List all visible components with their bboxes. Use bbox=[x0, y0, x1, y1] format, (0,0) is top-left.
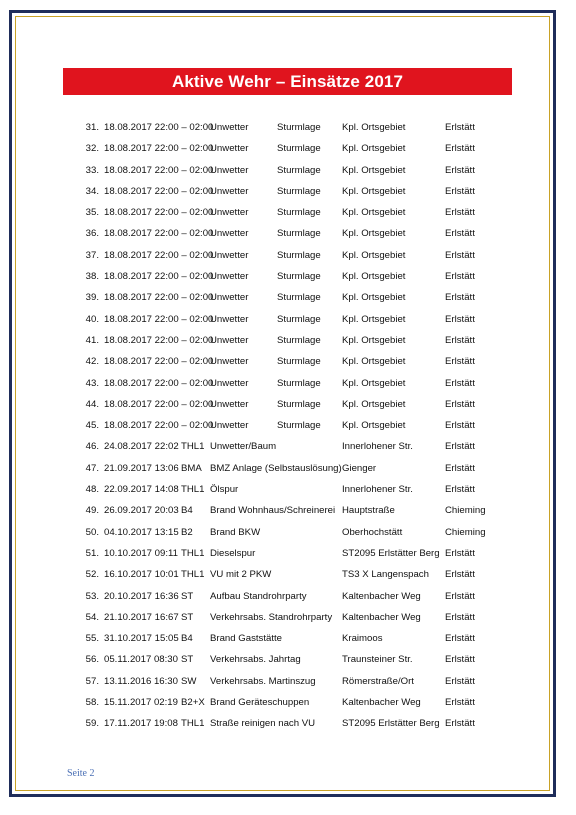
row-number: 38. bbox=[85, 271, 99, 283]
row-date: 18.08.2017 22:00 – 02:00 bbox=[104, 185, 214, 197]
row-date: 04.10.2017 13:15 bbox=[104, 526, 179, 538]
row-location: Kpl. Ortsgebiet bbox=[342, 207, 406, 219]
row-description: Unwetter bbox=[210, 398, 249, 410]
row-place: Erlstätt bbox=[445, 611, 475, 623]
row-number: 39. bbox=[85, 292, 99, 304]
row-number: 47. bbox=[85, 462, 99, 474]
row-number: 50. bbox=[85, 526, 99, 538]
row-location: Kpl. Ortsgebiet bbox=[342, 398, 406, 410]
list-item bbox=[0, 141, 576, 162]
row-number: 44. bbox=[85, 398, 99, 410]
row-code: ST bbox=[181, 654, 194, 666]
row-date: 18.08.2017 22:00 – 02:00 bbox=[104, 249, 214, 261]
row-number: 37. bbox=[85, 249, 99, 261]
list-item bbox=[0, 354, 576, 375]
row-code: THL1 bbox=[181, 569, 205, 581]
list-item bbox=[0, 567, 576, 588]
row-code: THL1 bbox=[181, 484, 205, 496]
row-description: Brand BKW bbox=[210, 526, 261, 538]
row-description: Verkehrsabs. Jahrtag bbox=[210, 654, 301, 666]
row-location: Kaltenbacher Weg bbox=[342, 611, 421, 623]
row-category: Sturmlage bbox=[277, 292, 321, 304]
row-number: 51. bbox=[85, 547, 99, 559]
row-number: 46. bbox=[85, 441, 99, 453]
row-number: 32. bbox=[85, 143, 99, 155]
row-date: 18.08.2017 22:00 – 02:00 bbox=[104, 313, 214, 325]
row-location: Kpl. Ortsgebiet bbox=[342, 271, 406, 283]
row-category: Sturmlage bbox=[277, 271, 321, 283]
row-code: BMA bbox=[181, 462, 202, 474]
list-item bbox=[0, 525, 576, 546]
row-place: Erlstätt bbox=[445, 420, 475, 432]
list-item bbox=[0, 695, 576, 716]
row-number: 40. bbox=[85, 313, 99, 325]
row-description: Ölspur bbox=[210, 484, 239, 496]
row-place: Chieming bbox=[445, 526, 486, 538]
row-category: Sturmlage bbox=[277, 356, 321, 368]
row-place: Erlstätt bbox=[445, 334, 475, 346]
row-number: 43. bbox=[85, 377, 99, 389]
row-date: 18.08.2017 22:00 – 02:00 bbox=[104, 228, 214, 240]
row-number: 33. bbox=[85, 164, 99, 176]
row-description: Unwetter bbox=[210, 228, 249, 240]
list-item bbox=[0, 461, 576, 482]
row-location: Kraimoos bbox=[342, 633, 383, 645]
row-description: Unwetter bbox=[210, 249, 249, 261]
row-category: Sturmlage bbox=[277, 185, 321, 197]
row-code: SW bbox=[181, 675, 197, 687]
row-date: 22.09.2017 14:08 bbox=[104, 484, 179, 496]
row-date: 18.08.2017 22:00 – 02:00 bbox=[104, 377, 214, 389]
row-place: Erlstätt bbox=[445, 271, 475, 283]
list-item bbox=[0, 269, 576, 290]
row-place: Erlstätt bbox=[445, 292, 475, 304]
row-date: 05.11.2017 08:30 bbox=[104, 654, 178, 666]
row-description: Unwetter bbox=[210, 271, 249, 283]
row-description: BMZ Anlage (Selbstauslösung) bbox=[210, 462, 342, 474]
row-place: Erlstätt bbox=[445, 633, 475, 645]
page-number: Seite 2 bbox=[67, 768, 95, 779]
row-code: B4 bbox=[181, 505, 193, 517]
row-number: 54. bbox=[85, 611, 99, 623]
row-date: 18.08.2017 22:00 – 02:00 bbox=[104, 271, 214, 283]
row-category: Sturmlage bbox=[277, 249, 321, 261]
row-date: 18.08.2017 22:00 – 02:00 bbox=[104, 207, 214, 219]
row-location: Kaltenbacher Weg bbox=[342, 590, 421, 602]
row-number: 57. bbox=[85, 675, 99, 687]
row-number: 35. bbox=[85, 207, 99, 219]
row-place: Erlstätt bbox=[445, 697, 475, 709]
list-item bbox=[0, 439, 576, 460]
page-title: Aktive Wehr – Einsätze 2017 bbox=[63, 68, 512, 95]
row-place: Erlstätt bbox=[445, 398, 475, 410]
row-place: Erlstätt bbox=[445, 547, 475, 559]
row-location: Traunsteiner Str. bbox=[342, 654, 413, 666]
row-number: 42. bbox=[85, 356, 99, 368]
list-item bbox=[0, 610, 576, 631]
list-item bbox=[0, 589, 576, 610]
list-item bbox=[0, 333, 576, 354]
row-location: Kpl. Ortsgebiet bbox=[342, 164, 406, 176]
row-category: Sturmlage bbox=[277, 420, 321, 432]
row-location: ST2095 Erlstätter Berg bbox=[342, 547, 440, 559]
row-location: Kpl. Ortsgebiet bbox=[342, 249, 406, 261]
row-number: 59. bbox=[85, 718, 99, 730]
row-location: Kpl. Ortsgebiet bbox=[342, 313, 406, 325]
row-description: VU mit 2 PKW bbox=[210, 569, 272, 581]
row-code: THL1 bbox=[181, 718, 205, 730]
row-location: Innerlohener Str. bbox=[342, 441, 413, 453]
row-place: Erlstätt bbox=[445, 377, 475, 389]
row-location: Kpl. Ortsgebiet bbox=[342, 334, 406, 346]
row-location: Kpl. Ortsgebiet bbox=[342, 122, 406, 133]
row-number: 53. bbox=[85, 590, 99, 602]
row-place: Erlstätt bbox=[445, 484, 475, 496]
row-number: 56. bbox=[85, 654, 99, 666]
row-description: Unwetter bbox=[210, 334, 249, 346]
row-location: Gienger bbox=[342, 462, 377, 474]
row-location: Kpl. Ortsgebiet bbox=[342, 228, 406, 240]
row-category: Sturmlage bbox=[277, 143, 321, 155]
row-category: Sturmlage bbox=[277, 228, 321, 240]
row-location: TS3 X Langenspach bbox=[342, 569, 429, 581]
row-date: 18.08.2017 22:00 – 02:00 bbox=[104, 143, 214, 155]
row-date: 16.10.2017 10:01 bbox=[104, 569, 179, 581]
row-place: Erlstätt bbox=[445, 356, 475, 368]
row-location: Hauptstraße bbox=[342, 505, 395, 517]
row-number: 49. bbox=[85, 505, 99, 517]
row-description: Unwetter bbox=[210, 143, 249, 155]
list-item bbox=[0, 205, 576, 226]
row-place: Erlstätt bbox=[445, 164, 475, 176]
row-description: Unwetter bbox=[210, 292, 249, 304]
row-description: Straße reinigen nach VU bbox=[210, 718, 316, 730]
row-location: Innerlohener Str. bbox=[342, 484, 413, 496]
row-number: 34. bbox=[85, 185, 99, 197]
list-item bbox=[0, 397, 576, 418]
row-location: Kpl. Ortsgebiet bbox=[342, 356, 406, 368]
row-code: ST bbox=[181, 590, 194, 602]
list-item bbox=[0, 184, 576, 205]
list-item bbox=[0, 418, 576, 439]
row-location: ST2095 Erlstätter Berg bbox=[342, 718, 440, 730]
row-description: Unwetter bbox=[210, 420, 249, 432]
list-item bbox=[0, 120, 576, 141]
row-place: Erlstätt bbox=[445, 654, 475, 666]
row-date: 17.11.2017 19:08 bbox=[104, 718, 178, 730]
row-location: Kpl. Ortsgebiet bbox=[342, 143, 406, 155]
row-place: Erlstätt bbox=[445, 718, 475, 730]
row-code: ST bbox=[181, 611, 194, 623]
row-date: 18.08.2017 22:00 – 02:00 bbox=[104, 122, 214, 133]
row-category: Sturmlage bbox=[277, 164, 321, 176]
row-date: 13.11.2016 16:30 bbox=[104, 675, 178, 687]
list-item bbox=[0, 226, 576, 247]
list-item bbox=[0, 674, 576, 695]
row-number: 36. bbox=[85, 228, 99, 240]
row-location: Kaltenbacher Weg bbox=[342, 697, 421, 709]
list-item bbox=[0, 163, 576, 184]
row-place: Erlstätt bbox=[445, 569, 475, 581]
row-place: Erlstätt bbox=[445, 313, 475, 325]
row-location: Kpl. Ortsgebiet bbox=[342, 292, 406, 304]
list-item bbox=[0, 546, 576, 567]
list-item bbox=[0, 482, 576, 503]
row-location: Römerstraße/Ort bbox=[342, 675, 414, 687]
list-item bbox=[0, 716, 576, 737]
row-place: Erlstätt bbox=[445, 675, 475, 687]
list-item bbox=[0, 376, 576, 397]
row-code: THL1 bbox=[181, 441, 205, 453]
row-number: 58. bbox=[85, 697, 99, 709]
row-category: Sturmlage bbox=[277, 122, 321, 133]
row-number: 48. bbox=[85, 484, 99, 496]
row-description: Verkehrsabs. Standrohrparty bbox=[210, 611, 333, 623]
row-description: Brand Gaststätte bbox=[210, 633, 282, 645]
row-place: Erlstätt bbox=[445, 185, 475, 197]
row-description: Unwetter bbox=[210, 313, 249, 325]
row-place: Erlstätt bbox=[445, 590, 475, 602]
row-date: 18.08.2017 22:00 – 02:00 bbox=[104, 356, 214, 368]
row-date: 10.10.2017 09:11 bbox=[104, 547, 178, 559]
row-category: Sturmlage bbox=[277, 313, 321, 325]
row-place: Erlstätt bbox=[445, 441, 475, 453]
row-description: Brand Wohnhaus/Schreinerei bbox=[210, 505, 336, 517]
row-location: Kpl. Ortsgebiet bbox=[342, 377, 406, 389]
row-description: Unwetter bbox=[210, 356, 249, 368]
row-description: Unwetter bbox=[210, 122, 249, 133]
mission-list bbox=[0, 120, 576, 738]
row-place: Erlstätt bbox=[445, 462, 475, 474]
list-item bbox=[0, 248, 576, 269]
row-description: Unwetter bbox=[210, 185, 249, 197]
row-date: 31.10.2017 15:05 bbox=[104, 633, 179, 645]
row-category: Sturmlage bbox=[277, 334, 321, 346]
list-item bbox=[0, 503, 576, 524]
row-location: Kpl. Ortsgebiet bbox=[342, 420, 406, 432]
row-category: Sturmlage bbox=[277, 398, 321, 410]
row-date: 18.08.2017 22:00 – 02:00 bbox=[104, 420, 214, 432]
row-date: 21.09.2017 13:06 bbox=[104, 462, 179, 474]
row-date: 26.09.2017 20:03 bbox=[104, 505, 179, 517]
row-place: Erlstätt bbox=[445, 207, 475, 219]
row-description: Dieselspur bbox=[210, 547, 256, 559]
row-description: Aufbau Standrohrparty bbox=[210, 590, 307, 602]
row-date: 18.08.2017 22:00 – 02:00 bbox=[104, 292, 214, 304]
row-description: Unwetter bbox=[210, 377, 249, 389]
row-place: Erlstätt bbox=[445, 143, 475, 155]
row-place: Erlstätt bbox=[445, 228, 475, 240]
list-item bbox=[0, 652, 576, 673]
row-place: Erlstätt bbox=[445, 122, 475, 133]
row-number: 41. bbox=[85, 334, 99, 346]
row-category: Sturmlage bbox=[277, 207, 321, 219]
row-description: Unwetter bbox=[210, 164, 249, 176]
row-date: 18.08.2017 22:00 – 02:00 bbox=[104, 164, 214, 176]
row-date: 15.11.2017 02:19 bbox=[104, 697, 178, 709]
list-item bbox=[0, 312, 576, 333]
row-place: Chieming bbox=[445, 505, 486, 517]
row-number: 55. bbox=[85, 633, 99, 645]
row-description: Brand Geräteschuppen bbox=[210, 697, 310, 709]
row-code: B4 bbox=[181, 633, 193, 645]
row-date: 18.08.2017 22:00 – 02:00 bbox=[104, 334, 214, 346]
row-description: Unwetter bbox=[210, 207, 249, 219]
row-description: Unwetter/Baum bbox=[210, 441, 277, 453]
row-code: B2 bbox=[181, 526, 193, 538]
row-number: 31. bbox=[85, 122, 99, 133]
row-description: Verkehrsabs. Martinszug bbox=[210, 675, 316, 687]
row-category: Sturmlage bbox=[277, 377, 321, 389]
row-date: 24.08.2017 22:02 bbox=[104, 441, 179, 453]
row-place: Erlstätt bbox=[445, 249, 475, 261]
row-date: 18.08.2017 22:00 – 02:00 bbox=[104, 398, 214, 410]
row-number: 52. bbox=[85, 569, 99, 581]
row-date: 21.10.2017 16:67 bbox=[104, 611, 179, 623]
row-date: 20.10.2017 16:36 bbox=[104, 590, 179, 602]
row-number: 45. bbox=[85, 420, 99, 432]
row-location: Kpl. Ortsgebiet bbox=[342, 185, 406, 197]
row-code: B2+X bbox=[181, 697, 205, 709]
row-location: Oberhochstätt bbox=[342, 526, 403, 538]
list-item bbox=[0, 631, 576, 652]
list-item bbox=[0, 290, 576, 311]
row-code: THL1 bbox=[181, 547, 205, 559]
